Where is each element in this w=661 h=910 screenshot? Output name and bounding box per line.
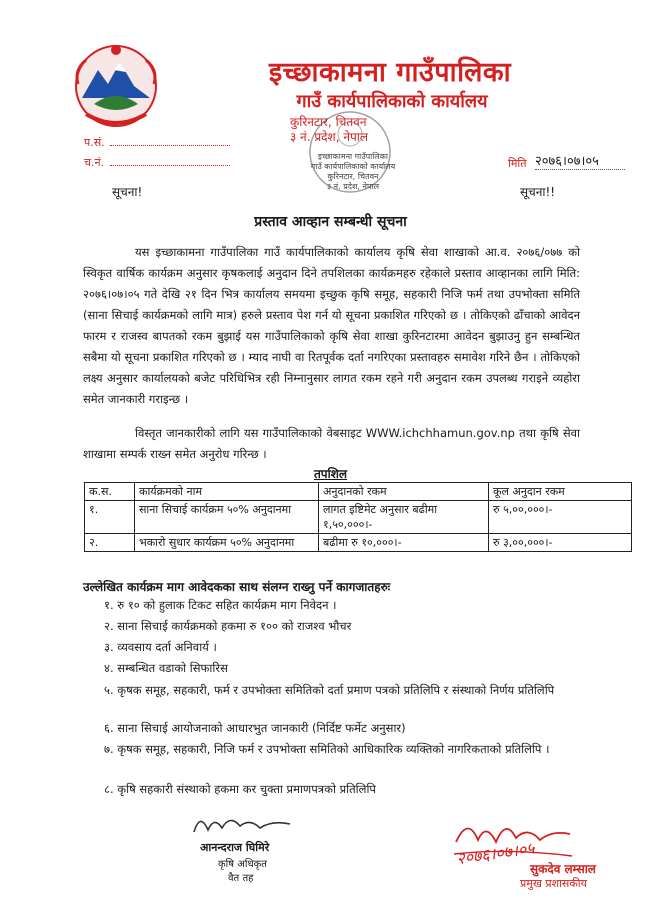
- table-row: [85, 534, 632, 552]
- documents-heading: उल्लेखित कार्यक्रम माग आवेदकका साथ संलग्न राख्नु पर्ने कागजातहरुः: [83, 580, 391, 594]
- table-cell: साना सिचाई कार्यक्रम ५०% अनुदानमा: [135, 501, 319, 534]
- list-item: ३. व्यवसाय दर्ता अनिवार्य ।: [104, 640, 217, 654]
- body-paragraph-1: यस इच्छाकामना गाउँपालिका गाउँ कार्यपालिकाको कार्यालय कृषि सेवा शाखाको आ.व. २०७६/०७७ को स्विकृत वार्षिक कार्यक्रम अनुसार कृषकलाई अनुदान दिने तपशिलका कार्यक्रमहरु रहेकाले प्रस्ताव आव्हानका लागि मिति: २०७६।०७।०५ गते देखि २१ दिन भित्र कार्यालय समयमा इच्छुक कृषि समूह, सहकारी निजि फर्म तथा उपभोक्ता समिति (साना सिचाई कार्यक्रमको लागि मात्र) हरुले प्रस्ताव पेश गर्न यो सूचना प्रकाशित गरिएको छ । तोकिएको ढाँचाको आवेदन फारम र राजस्व बापतको रकम बुझाई यस गाउँपालिकाको कृषि सेवा शाखा कुरिनटारमा आवेदन बुझाउनु हुन सम्बन्धित सबैमा यो सूचना प्रकाशित गरिएको छ । म्याद नाघी वा रितपूर्वक दर्ता नगरिएका प्रस्तावहरु समावेश गरिने छैन । तोकिएको लक्ष्य अनुसार कार्यालयको बजेट परिधिभित्र रही निम्नानुसार लागत रकम रहने गरी अनुदान रकम उपलब्ध गराइने व्यहोरा समेत जानकारी गराइन्छ ।: [83, 245, 580, 406]
- signature-left-role: कृषि अधिकृत: [218, 859, 267, 870]
- signature-left-name: आनन्दराज घिमिरे: [200, 841, 270, 854]
- body-paragraph-2: विस्तृत जानकारीको लागि यस गाउँपालिकाको वेबसाइट WWW.ichchhamun.gov.np तथा कृषि सेवा शाखामा सम्पर्क राख्न समेत अनुरोध गरिन्छ ।: [83, 426, 580, 461]
- notice-left: सूचना!: [112, 185, 143, 199]
- table-cell: रु ३,००,०००।-: [489, 534, 632, 552]
- header-cell: कूल अनुदान रकम: [489, 483, 632, 501]
- stamp-line-2: गाउँ कार्यपालिकाको कार्यालय: [310, 162, 396, 171]
- stamp-line-4: ३ नं. प्रदेश, नेपाल: [326, 182, 380, 191]
- office-stamp: [300, 104, 400, 200]
- table-row: [85, 501, 632, 534]
- ref-ps-line: [110, 135, 230, 146]
- date-label: मिति: [508, 157, 527, 170]
- stamp-line-1: इच्छाकामना गाउँपालिका: [318, 152, 388, 161]
- header-cell: क.स.: [85, 483, 135, 501]
- address-line-2: ३ नं. प्रदेश, नेपाल: [290, 130, 369, 144]
- list-item: ५. कृषक समूह, सहकारी, फर्म र उपभोक्ता समितिको दर्ता प्रमाण पत्रको प्रतिलिपि र संस्थाको निर्णय प्रतिलिपि: [104, 683, 555, 697]
- nepal-emblem-logo: [68, 40, 164, 132]
- signature-right-role: प्रमुख प्रशासकीय: [520, 877, 588, 890]
- table-cell: लागत इष्टिमेट अनुसार बढीमा १,५०,०००।-: [319, 501, 489, 534]
- list-item: २. साना सिचाई कार्यक्रमको हकमा रु १०० को राजश्व भौचर: [104, 619, 352, 633]
- grant-table: [84, 482, 632, 552]
- office-subtitle: गाउँ कार्यपालिकाको कार्यालय: [296, 91, 488, 112]
- municipality-title: इच्छाकामना गाउँपालिका: [268, 57, 512, 88]
- table-cell: बढीमा रु १०,०००।-: [319, 534, 489, 552]
- signature-right-date: २०७६।०७।०५: [455, 838, 536, 869]
- ref-ps-label: प.सं.: [84, 136, 105, 149]
- ref-cn-label: च.नं.: [84, 156, 105, 169]
- table-cell: रु ५,००,०००।-: [489, 501, 632, 534]
- list-item: ८. कृषि सहकारी संस्थाको हकमा कर चुक्ता प्रमाणपत्रको प्रतिलिपि: [104, 782, 376, 796]
- header-cell: अनुदानको रकम: [319, 483, 489, 501]
- date-value: २०७६।०७।०५: [535, 151, 625, 170]
- list-item: ७. कृषक समूह, सहकारी, निजि फर्म र उपभोक्ता समितिको आधिकारिक व्यक्तिको नागरिकताको प्रतिलिपि ।: [104, 742, 550, 756]
- table-cell: २.: [85, 534, 135, 552]
- signature-right-name: सुकदेव लम्साल: [530, 862, 596, 876]
- stamp-line-3: कुरिनटार, चितवन: [327, 172, 379, 181]
- list-item: ६. साना सिचाई आयोजनाको आधारभुत जानकारी (निर्दिष्ट फर्मेट अनुसार): [104, 721, 406, 735]
- list-item: १. रु १० को हुलाक टिकट सहित कार्यक्रम माग निवेदन ।: [104, 598, 337, 612]
- table-header-row: [85, 483, 632, 501]
- notice-heading: प्रस्ताव आव्हान सम्बन्धी सूचना: [254, 214, 407, 230]
- signature-left-location: वैत तह: [228, 873, 254, 884]
- table-cell: १.: [85, 501, 135, 534]
- ref-cn-line: [110, 155, 230, 166]
- address-line-1: कुरिनटार, चितवन: [290, 115, 367, 129]
- list-item: ४. सम्बन्धित वडाको सिफारिस: [104, 661, 228, 675]
- table-cell: भकारो सुधार कार्यक्रम ५०% अनुदानमा: [135, 534, 319, 552]
- notice-right: सूचना!!: [520, 185, 556, 199]
- signature-left-scrawl: [190, 810, 300, 840]
- header-cell: कार्यक्रमको नाम: [135, 483, 319, 501]
- table-title: तपशिल: [313, 467, 348, 481]
